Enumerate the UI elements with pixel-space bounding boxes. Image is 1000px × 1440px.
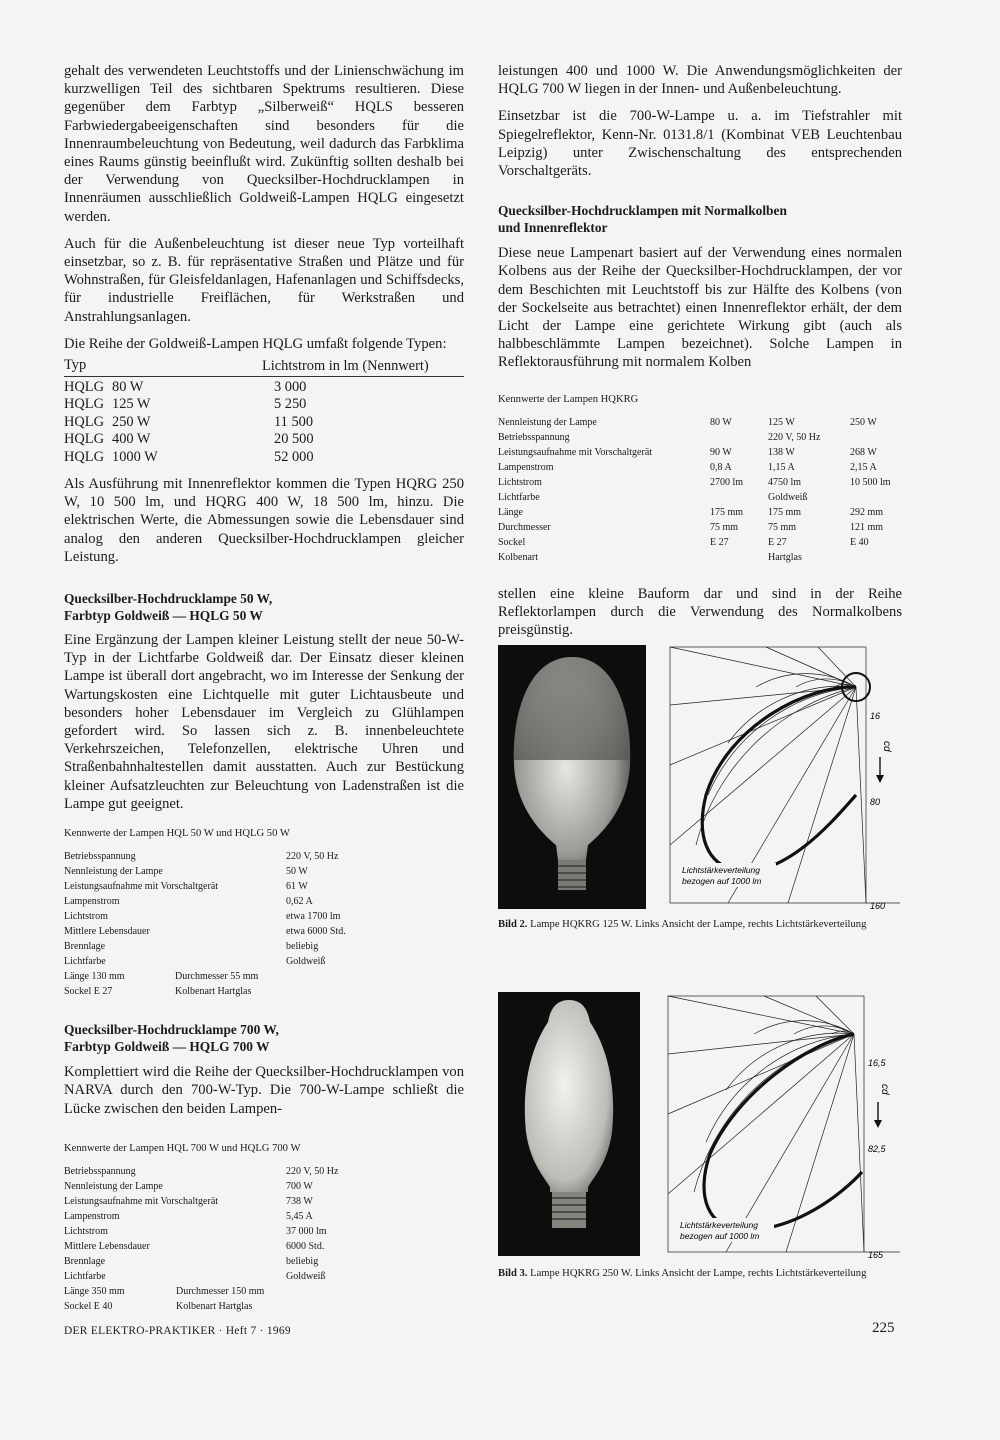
table-cell: Leistungsaufnahme mit Vorschaltgerät <box>64 1195 219 1207</box>
table-cell: 292 mm <box>850 506 884 518</box>
polar-diagram-hqkrg-125 <box>668 645 902 909</box>
table-row <box>498 475 891 490</box>
table-row <box>64 969 258 984</box>
table-cell: 61 W <box>286 881 308 893</box>
heading-hqlg-700 <box>64 1021 464 1055</box>
specs-table-700w <box>64 1164 338 1284</box>
axis-tick-80: 80 <box>870 797 881 807</box>
table-cell: 37 000 lm <box>286 1225 327 1237</box>
table-cell: Nennleistung der Lampe <box>498 416 597 428</box>
table-row <box>498 535 891 550</box>
table-row <box>64 1224 338 1239</box>
table-cell: E 27 <box>768 536 787 548</box>
paragraph-floodlight-usage: Einsetzbar ist die 700-W-Lampe u. a. im Tiefstrahler mit Spiegelreflektor, Kenn-Nr. 0131.8/1 (Kombinat VEB Leuchtenbau Leipzig) unter Zwischenschaltung des entsprechenden Vorschaltgeräts. <box>498 108 902 180</box>
types-row <box>64 376 464 396</box>
right-column <box>498 62 902 639</box>
axis-tick-165: 165 <box>868 1250 884 1258</box>
types-cell: 20 500 <box>274 431 314 448</box>
table-caption-50w: Kennwerte der Lampen HQL 50 W und HQLG 50 W <box>64 828 290 840</box>
table-cell: Durchmesser 150 mm <box>176 1285 265 1297</box>
table-cell: Leistungsaufnahme mit Vorschaltgerät <box>498 446 653 458</box>
paragraph-700w-applications: leistungen 400 und 1000 W. Die Anwendungsmöglichkeiten der HQLG 700 W liegen in der Innen- und Außenbeleuchtung. <box>498 63 902 98</box>
table-cell: 10 500 lm <box>850 476 891 488</box>
table-cell: 75 mm <box>768 521 797 533</box>
specs-table-700w-extra <box>64 1284 264 1314</box>
arrow-head-icon <box>876 775 884 783</box>
types-cell: 5 250 <box>274 396 307 413</box>
left-column <box>64 62 464 1314</box>
table-cell: 90 W <box>710 446 732 458</box>
table-cell: Kolbenart Hartglas <box>175 986 252 998</box>
polar-diagram-svg <box>666 994 902 1258</box>
axis-tick-16: 16 <box>870 711 881 721</box>
table-row <box>498 505 891 520</box>
caption-label: Bild 2. <box>498 919 528 930</box>
arrow-head-icon <box>874 1120 882 1128</box>
table-cell: Mittlere Lebensdauer <box>64 1240 150 1252</box>
table-caption-700w: Kennwerte der Lampen HQL 700 W und HQLG 700 W <box>64 1142 301 1154</box>
figure-3 <box>498 992 902 1302</box>
heading-hqlg-50 <box>64 590 464 624</box>
types-col-flux: Lichtstrom in lm (Nennwert) <box>262 357 464 376</box>
types-cell: HQLG <box>64 448 104 465</box>
table-cell: 75 mm <box>710 521 739 533</box>
journal-footer: DER ELEKTRO-PRAKTIKER · Heft 7 · 1969 <box>64 1325 291 1337</box>
table-row <box>64 1299 264 1314</box>
table-row <box>64 849 346 864</box>
paragraph-type-series-intro: Die Reihe der Goldweiß-Lampen HQLG umfaßt folgende Typen: <box>64 335 447 352</box>
table-cell: Lichtfarbe <box>64 1270 106 1282</box>
types-cell: 1000 W <box>112 448 158 465</box>
table-cell: 4750 lm <box>768 476 802 488</box>
table-cell: 268 W <box>850 446 877 458</box>
table-row <box>64 1164 338 1179</box>
lamp-photo-hqkrg-125 <box>498 645 646 909</box>
paragraph-700w-lamp: Komplettiert wird die Reihe der Quecksilber-Hochdrucklampen von NARVA durch den 700-W-Typ. Die 700-W-Lampe schließt die Lücke zwischen den beiden Lampen- <box>64 1064 464 1117</box>
paragraph-inner-reflector-types: Als Ausführung mit Innenreflektor kommen die Typen HQRG 250 W, 10 500 lm, und HQRG 400 W, 18 500 lm, hinzu. Die elektrischen Werte, die Abmessungen sowie die Lebensdauer sind analog den anderen Quecksilber-Hochdrucklampen gleicher Leistung. <box>64 476 464 565</box>
types-cell: HQLG <box>64 396 104 413</box>
table-row <box>498 490 891 505</box>
table-cell: Goldweiß <box>286 956 326 968</box>
diagram-label-line2: bezogen auf 1000 lm <box>682 876 762 886</box>
hqlg-types-table <box>64 357 464 466</box>
paragraph-50w-lamp: Eine Ergänzung der Lampen kleiner Leistung stellt der neue 50-W-Typ in der Lichtfarbe Goldweiß dar. Der Einsatz dieser kleinen Lampe ist überall dort angebracht, wo im Interesse der Senkung der Wartungskosten eine Lichtquelle mit guter Lichtausbeute und besonders hoher Lebensdauer im Vergleich zu Glühlampen gefordert wird. So lassen sich z. B. innenbeleuchtete Verkehrszeichen, Telefonzellen, elektrische Uhren und Straßenbahnhaltestellen damit ausstatten. Auch zur Bestückung kleiner Aufsatzleuchten zur Beleuchtung von Ladenstraßen ist die Lampe gut geeignet. <box>64 632 464 812</box>
types-table-header <box>64 357 464 376</box>
table-cell: 2,15 A <box>850 461 877 473</box>
heading-line: und Innenreflektor <box>498 220 608 236</box>
table-cell: Leistungsaufnahme mit Vorschaltgerät <box>64 881 219 893</box>
table-cell: beliebig <box>286 1255 319 1267</box>
paragraph-outdoor-lighting: Auch für die Außenbeleuchtung ist dieser neue Typ vorteilhaft einsetzbar, so z. B. für repräsentative Straßen und Plätze und für Wohnstraßen, für Gleisfeldanlagen, Hafenanlagen und Schiffsdecks, für industrielle Freiflächen, für Werkstraßen und Anstrahlungsanlagen. <box>64 235 464 325</box>
caption-label: Bild 3. <box>498 1268 528 1279</box>
table-cell: Lichtstrom <box>64 1225 108 1237</box>
types-cell: HQLG <box>64 378 104 395</box>
types-cell: 80 W <box>112 378 144 395</box>
table-cell: Lichtfarbe <box>498 491 540 503</box>
paragraph-color-rendering: gehalt des verwendeten Leuchtstoffs und der Linienschwächung im kurzwelligen Teil des sichtbaren Spektrums resultieren. Diese gegenüber dem Farbtyp „Silberweiß“ HQLS besseren Farbwiedergabeeigenschaften sind besonders für die Innenraumbeleuchtung von Bedeutung, weil dadurch das Farbklima eines Raums günstig beeinflußt wird. Zukünftig sollten deshalb bei der Verwendung von Quecksilber-Hochdrucklampen in Innenräumen ausschließlich Goldweiß-Lampen HQLG eingesetzt werden. <box>64 63 464 225</box>
table-cell: Betriebsspannung <box>64 1165 136 1177</box>
table-cell: 220 V, 50 Hz <box>286 851 339 863</box>
table-cell: Brennlage <box>64 1255 106 1267</box>
table-caption-hqkrg: Kennwerte der Lampen HQKRG <box>498 393 639 405</box>
table-cell: Betriebsspannung <box>498 431 570 443</box>
table-cell: 220 V, 50 Hz <box>286 1165 339 1177</box>
table-cell: Lichtstrom <box>64 911 108 923</box>
table-row <box>498 415 891 430</box>
table-row <box>64 1254 338 1269</box>
table-cell <box>850 490 891 505</box>
lamp-photo-hqkrg-250 <box>498 992 640 1256</box>
table-cell: Hartglas <box>768 551 802 563</box>
table-row <box>64 1284 264 1299</box>
table-cell: 1,15 A <box>768 461 795 473</box>
table-cell: Länge <box>498 506 523 518</box>
table-row <box>498 445 891 460</box>
lamp-illustration <box>498 992 640 1256</box>
table-cell: E 27 <box>710 536 729 548</box>
axis-tick-82-5: 82,5 <box>868 1144 886 1154</box>
diagram-label-line1: Lichtstärkeverteilung <box>682 865 760 875</box>
table-cell: 220 V, 50 Hz <box>768 431 821 443</box>
table-cell: 50 W <box>286 866 308 878</box>
table-cell: 2700 lm <box>710 476 744 488</box>
paragraph-compact-design: stellen eine kleine Bauform dar und sind in der Reihe Reflektorlampen durch die Verwendung des Normalkolbens preisgünstig. <box>498 585 902 639</box>
axis-unit-cd: cd <box>881 741 892 752</box>
heading-normal-bulb-reflector <box>498 202 902 236</box>
table-cell: etwa 1700 lm <box>286 911 341 923</box>
types-cell: HQLG <box>64 413 104 430</box>
figure-3-caption <box>498 1266 902 1281</box>
table-cell: 700 W <box>286 1180 313 1192</box>
table-row <box>64 1209 338 1224</box>
table-cell: Durchmesser 55 mm <box>175 971 259 983</box>
table-row <box>64 894 346 909</box>
table-cell: Nennleistung der Lampe <box>64 866 163 878</box>
caption-text: Lampe HQKRG 125 W. Links Ansicht der Lampe, rechts Lichtstärkeverteilung <box>530 919 867 930</box>
heading-line: Quecksilber-Hochdrucklampe 700 W, <box>64 1022 279 1038</box>
table-cell: Länge 350 mm <box>64 1285 125 1297</box>
types-cell: 52 000 <box>274 448 314 465</box>
heading-line: Farbtyp Goldweiß — HQLG 50 W <box>64 608 263 624</box>
caption-text: Lampe HQKRG 250 W. Links Ansicht der Lampe, rechts Lichtstärkeverteilung <box>530 1268 867 1279</box>
heading-line: Farbtyp Goldweiß — HQLG 700 W <box>64 1039 270 1055</box>
axis-tick-16-5: 16,5 <box>868 1058 886 1068</box>
table-row <box>64 1194 338 1209</box>
types-cell: 400 W <box>112 431 151 448</box>
table-cell: 250 W <box>850 416 877 428</box>
lamp-illustration <box>498 645 646 909</box>
table-cell <box>710 430 768 445</box>
table-row <box>498 550 891 565</box>
specs-table-50w <box>64 849 346 969</box>
types-row <box>64 396 464 414</box>
table-row <box>64 1269 338 1284</box>
types-cell: 3 000 <box>274 378 307 395</box>
table-cell: 80 W <box>710 416 732 428</box>
table-cell: Sockel E 27 <box>64 986 113 998</box>
table-cell: Nennleistung der Lampe <box>64 1180 163 1192</box>
table-cell: Kolbenart Hartglas <box>176 1300 253 1312</box>
table-row <box>64 1239 338 1254</box>
figure-2-caption <box>498 917 902 932</box>
page-number: 225 <box>872 1320 895 1336</box>
table-cell <box>710 550 768 565</box>
types-cell: 11 500 <box>274 413 314 430</box>
table-cell: 175 mm <box>710 506 744 518</box>
specs-table-hqkrg <box>498 415 891 565</box>
axis-unit-cd: cd <box>879 1084 890 1095</box>
types-row <box>64 414 464 432</box>
table-row <box>64 984 258 999</box>
table-cell: 738 W <box>286 1195 313 1207</box>
types-row <box>64 449 464 467</box>
types-col-typ: Typ <box>64 357 262 376</box>
table-cell: Sockel <box>498 536 526 548</box>
table-cell: 0,8 A <box>710 461 732 473</box>
table-cell: 125 W <box>768 416 795 428</box>
table-cell: Lampenstrom <box>64 896 120 908</box>
table-cell: Lichtfarbe <box>64 956 106 968</box>
table-cell: 138 W <box>768 446 795 458</box>
table-cell: 5,45 A <box>286 1210 313 1222</box>
heading-line: Quecksilber-Hochdrucklampen mit Normalkolben <box>498 203 787 219</box>
table-cell: E 40 <box>850 536 869 548</box>
table-cell: Goldweiß <box>768 491 808 503</box>
heading-line: Quecksilber-Hochdrucklampe 50 W, <box>64 591 273 607</box>
table-row <box>64 879 346 894</box>
table-cell: 175 mm <box>768 506 802 518</box>
table-cell: Lampenstrom <box>64 1210 120 1222</box>
table-cell: Lampenstrom <box>498 461 554 473</box>
table-cell: Lichtstrom <box>498 476 542 488</box>
diagram-label-line2: bezogen auf 1000 lm <box>680 1231 760 1241</box>
paragraph-reflector-lamps: Diese neue Lampenart basiert auf der Verwendung eines normalen Kolbens aus der Reihe der Quecksilber-Hochdrucklampen, der vor dem Beschichten mit Leuchtstoff bis zur Hälfte des Kolbens (von der Sockelseite aus betrachtet) einen Innenreflektor erhält, der dem Licht der Lampe eine gerichtete Wirkung gibt (auch als halbbeschlämmte Lampen bezeichnet). Solche Lampen in Reflektorausführung mit normalem Kolben <box>498 245 902 371</box>
polar-diagram-svg <box>668 645 902 909</box>
table-cell: 0,62 A <box>286 896 313 908</box>
table-cell: Betriebsspannung <box>64 851 136 863</box>
table-cell: Mittlere Lebensdauer <box>64 926 150 938</box>
specs-table-50w-extra <box>64 969 258 999</box>
table-row <box>498 520 891 535</box>
table-cell <box>710 490 768 505</box>
polar-diagram-hqkrg-250 <box>666 994 902 1258</box>
table-row <box>64 924 346 939</box>
table-cell <box>850 550 891 565</box>
table-cell: Durchmesser <box>498 521 551 533</box>
table-cell: Länge 130 mm <box>64 971 125 983</box>
types-cell: 250 W <box>112 413 151 430</box>
figure-2 <box>498 645 902 955</box>
table-cell: 121 mm <box>850 521 884 533</box>
axis-tick-160: 160 <box>870 901 886 909</box>
table-row <box>64 1179 338 1194</box>
table-cell: Brennlage <box>64 941 106 953</box>
table-row <box>64 954 346 969</box>
table-row <box>498 460 891 475</box>
table-cell: Kolbenart <box>498 551 538 563</box>
table-cell: etwa 6000 Std. <box>286 926 346 938</box>
table-row <box>498 430 891 445</box>
table-row <box>64 864 346 879</box>
table-cell: Goldweiß <box>286 1270 326 1282</box>
types-cell: 125 W <box>112 396 151 413</box>
table-cell: 6000 Std. <box>286 1240 325 1252</box>
table-cell: Sockel E 40 <box>64 1300 113 1312</box>
table-cell <box>850 430 891 445</box>
table-row <box>64 939 346 954</box>
table-row <box>64 909 346 924</box>
types-row <box>64 431 464 449</box>
types-cell: HQLG <box>64 431 104 448</box>
diagram-label-line1: Lichtstärkeverteilung <box>680 1220 758 1230</box>
table-cell: beliebig <box>286 941 319 953</box>
